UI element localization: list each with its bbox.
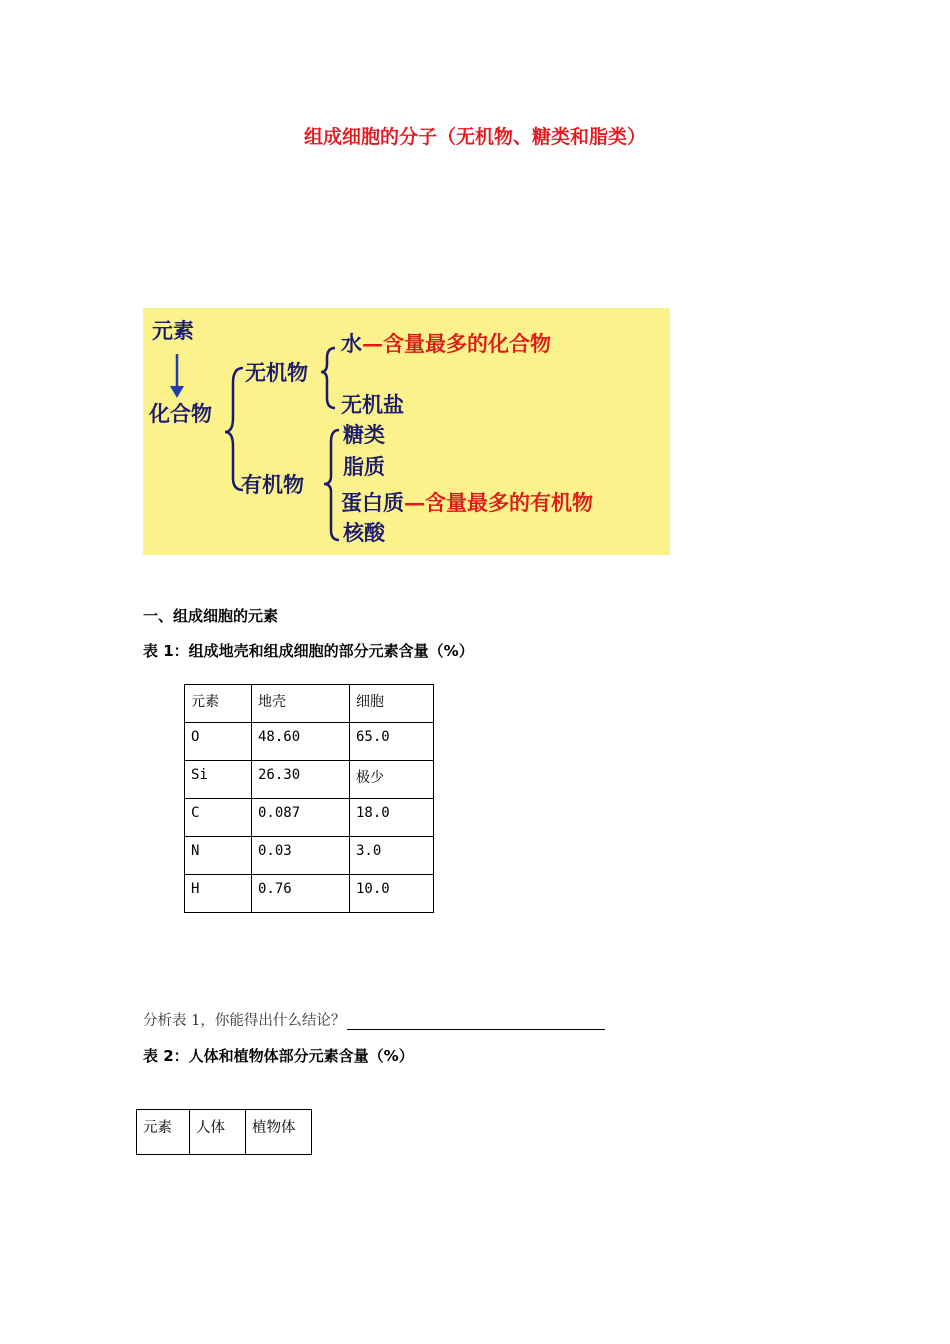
down-arrow-icon xyxy=(170,386,184,398)
table-row xyxy=(185,723,434,761)
table-header-row xyxy=(137,1110,312,1155)
table-cell: 0.03 xyxy=(252,837,350,875)
protein-label: 蛋白质—含量最多的有机物 xyxy=(341,490,593,515)
section-heading: 一、组成细胞的元素 xyxy=(143,607,279,625)
organic-label: 有机物 xyxy=(241,472,304,497)
lipid-label: 脂质 xyxy=(343,454,385,479)
table-header-row xyxy=(185,685,434,723)
table-cell: 3.0 xyxy=(350,837,434,875)
table-cell: 0.087 xyxy=(252,799,350,837)
water-label: 水—含量最多的化合物 xyxy=(341,331,551,356)
table2-caption: 表 2：人体和植物体部分元素含量（%） xyxy=(143,1047,414,1065)
table-header-cell: 元素 xyxy=(137,1110,190,1155)
table1 xyxy=(184,684,434,913)
nucleic-label: 核酸 xyxy=(343,520,385,545)
table-cell: N xyxy=(185,837,252,875)
compound-label: 化合物 xyxy=(149,401,212,426)
table-cell: 26.30 xyxy=(252,761,350,799)
inorganic-brace xyxy=(321,348,335,408)
inorganic-label: 无机物 xyxy=(245,360,308,385)
element-label: 元素 xyxy=(152,318,194,343)
table-row xyxy=(185,875,434,913)
table-header-cell: 人体 xyxy=(190,1110,246,1155)
table-cell: 极少 xyxy=(350,761,434,799)
table-cell: O xyxy=(185,723,252,761)
question-line xyxy=(143,1009,605,1030)
organic-brace xyxy=(324,430,339,540)
table-cell: 65.0 xyxy=(350,723,434,761)
salt-label: 无机盐 xyxy=(341,392,404,417)
page-title: 组成细胞的分子（无机物、糖类和脂类） xyxy=(303,126,646,148)
protein-note: —含量最多的有机物 xyxy=(404,490,593,515)
question-text: 分析表 1，你能得出什么结论？ xyxy=(143,1013,346,1029)
table-cell: Si xyxy=(185,761,252,799)
table-header-cell: 地壳 xyxy=(252,685,350,723)
water-note: —含量最多的化合物 xyxy=(362,331,551,356)
table-cell: C xyxy=(185,799,252,837)
table-cell: 0.76 xyxy=(252,875,350,913)
table1-caption: 表 1：组成地壳和组成细胞的部分元素含量（%） xyxy=(143,642,474,660)
table-cell: H xyxy=(185,875,252,913)
table2 xyxy=(136,1109,312,1155)
table-header-cell: 植物体 xyxy=(246,1110,312,1155)
table-header-cell: 元素 xyxy=(185,685,252,723)
table-header-cell: 细胞 xyxy=(350,685,434,723)
table-cell: 18.0 xyxy=(350,799,434,837)
table-row xyxy=(185,837,434,875)
concept-diagram xyxy=(143,308,670,555)
table-cell: 10.0 xyxy=(350,875,434,913)
table-row xyxy=(185,761,434,799)
answer-blank[interactable] xyxy=(347,1015,605,1030)
table-row xyxy=(185,799,434,837)
sugar-label: 糖类 xyxy=(343,422,385,447)
table-cell: 48.60 xyxy=(252,723,350,761)
